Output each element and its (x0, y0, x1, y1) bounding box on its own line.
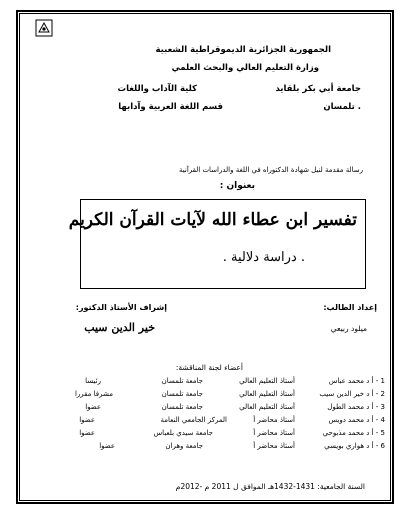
thesis-subtitle: . دراسة دلالية . (222, 250, 305, 265)
member-role: رئيسا (85, 377, 101, 385)
committee-row (17, 442, 393, 452)
member-institution: جامعة تلمسان (161, 403, 203, 411)
member-name: 3 - أ د محمد الطول (327, 403, 385, 411)
committee-heading: أعضاء لجنة المناقشة: (175, 363, 243, 372)
member-institution: جامعة تلمسان (161, 390, 203, 398)
member-rank: أستاذ التعليم العالي (239, 377, 295, 385)
member-role: عضوا (99, 442, 115, 450)
city-name: . تلمسان (323, 102, 361, 112)
member-rank: أستاذ محاضر أ (253, 416, 295, 424)
member-rank: أستاذ التعليم العالي (239, 403, 295, 411)
titled-label: بعنوان : (219, 181, 255, 191)
committee-row (17, 377, 393, 387)
member-name: 5 - أ د محمد مذبوحي (322, 429, 385, 437)
member-role: مشرفا مقررا (74, 390, 113, 398)
member-rank: أستاذ محاضر أ (253, 429, 295, 437)
student-name: ميلود ربيعي (330, 324, 367, 333)
member-name: 2 - أ د خير الدين سيب (319, 390, 385, 398)
university-name: جامعة أبي بكر بلقايد (275, 84, 361, 94)
academic-year: السنة الجامعية: 1431-1432هـ الموافق ل 2011 م -2012م (175, 482, 365, 491)
member-name: 4 - أ د محمد دويس (328, 416, 385, 424)
member-role: عضوا (79, 429, 95, 437)
member-name: 1 - أ د محمد عباس (328, 377, 385, 385)
member-name: 6 - أ د هواري بويسي (324, 442, 385, 450)
degree-line: رسالة مقدمة لنيل شهادة الدكتوراه في اللغة والدراسات القرآنية (179, 166, 363, 174)
member-institution: جامعة تلمسان (161, 377, 203, 385)
committee-row (17, 416, 393, 426)
faculty-name: كلية الآداب واللغات (117, 84, 197, 94)
member-rank: أستاذ محاضر أ (253, 442, 295, 450)
republic-name: الجمهورية الجزائرية الديموقراطية الشعبية (155, 45, 331, 55)
title-box (68, 199, 366, 289)
thesis-title: تفسير ابن عطاء الله لآيات القرآن الكريم (68, 210, 357, 230)
supervisor-name: خير الدين سيب (84, 321, 155, 334)
thesis-cover-page (16, 10, 394, 504)
member-institution: المركز الجامعي النعامة (160, 416, 227, 424)
member-institution: جامعة سيدي بلعباس (153, 429, 213, 437)
committee-row (17, 429, 393, 439)
ministry-name: وزارة التعليم العالي والبحث العلمي (171, 63, 319, 73)
member-role: عضوا (85, 403, 101, 411)
student-label: إعداد الطالب: (323, 303, 377, 312)
committee-row (17, 403, 393, 413)
university-logo-icon (35, 19, 53, 37)
member-rank: أستاذ التعليم العالي (239, 390, 295, 398)
supervisor-label: إشراف الأستاذ الدكتور: (75, 303, 167, 312)
member-institution: جامعة وهران (165, 442, 203, 450)
member-role: عضوا (79, 416, 95, 424)
department-name: قسم اللغة العربية وآدابها (118, 102, 223, 112)
committee-row (17, 390, 393, 400)
